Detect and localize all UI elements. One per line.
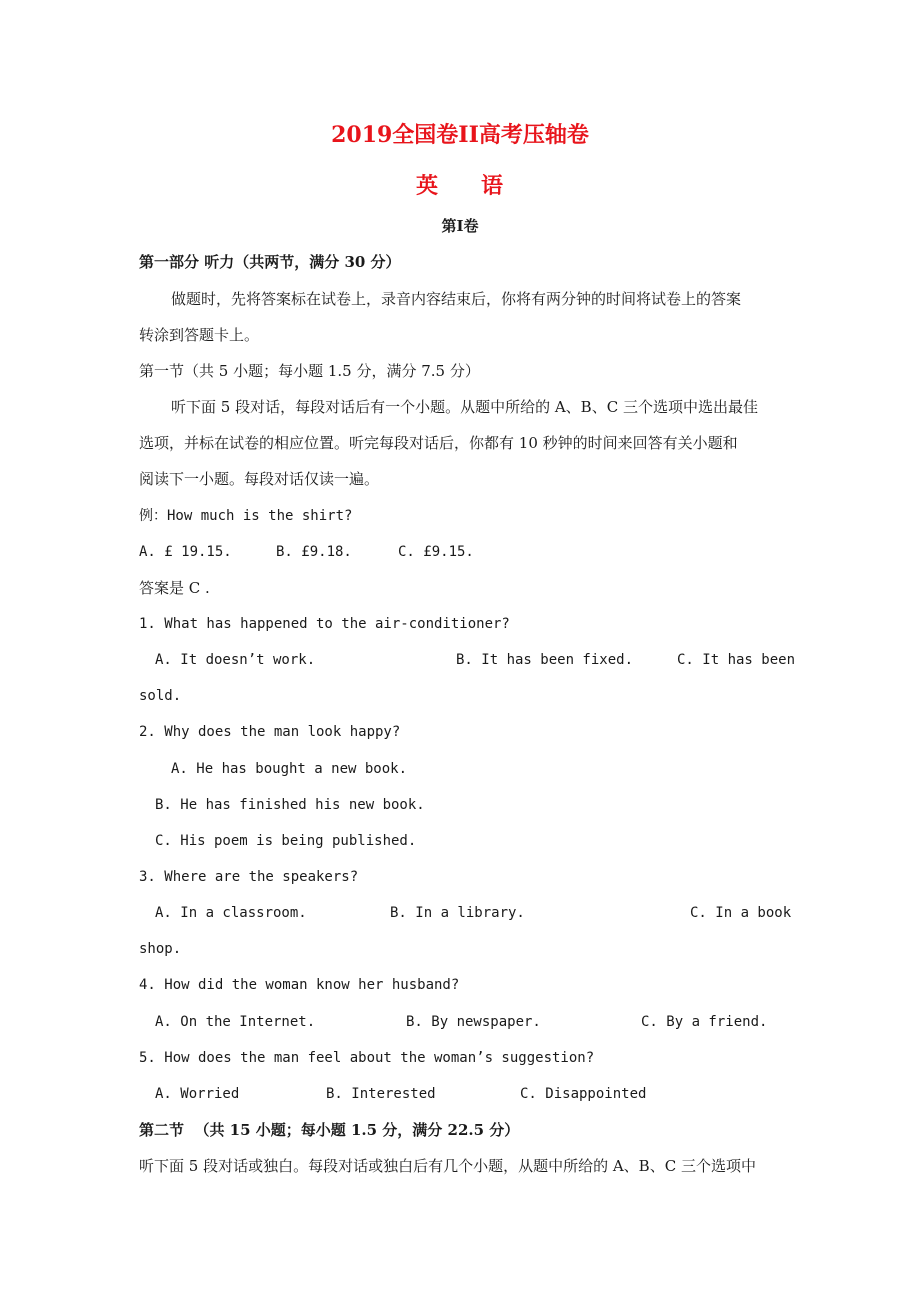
question-3: 3. Where are the speakers? [139, 869, 359, 885]
example-option-b: B. £9.18. [276, 544, 352, 560]
example-question: 例：How much is the shirt? [139, 508, 353, 524]
example-option-c: C. £9.15. [398, 544, 474, 560]
question-5: 5. How does the man feel about the woman’s suggestion? [139, 1050, 595, 1066]
subject-char-1: 英 [416, 173, 439, 199]
question-2: 2. Why does the man look happy? [139, 724, 401, 740]
q2-option-b: B. He has finished his new book. [155, 797, 425, 813]
q1-option-a: A. It doesn’t work. [155, 652, 316, 668]
part1-instruction-line1: 做题时，先将答案标在试卷上，录音内容结束后，你将有两分钟的时间将试卷上的答案 [171, 290, 742, 308]
question-1: 1. What has happened to the air-conditioner? [139, 616, 510, 632]
q3-option-c: C. In a book [690, 905, 792, 921]
subject-char-2: 语 [481, 173, 504, 199]
q1-option-c: C. It has been [677, 652, 796, 668]
example-option-a: A. £ 19.15. [139, 544, 232, 560]
example-answer: 答案是 C . [139, 579, 210, 597]
q3-option-a: A. In a classroom. [155, 905, 307, 921]
q4-option-c: C. By a friend. [641, 1014, 768, 1030]
q3-option-b: B. In a library. [390, 905, 525, 921]
section1-heading: 第一节（共 5 小题；每小题 1.5 分，满分 7.5 分） [139, 362, 480, 380]
q5-option-a: A. Worried [155, 1086, 240, 1102]
section1-instruction-line2: 选项，并标在试卷的相应位置。听完每段对话后，你都有 10 秒钟的时间来回答有关小题和 [139, 434, 738, 452]
part1-instruction-line2: 转涂到答题卡上。 [139, 326, 260, 344]
q1-option-b: B. It has been fixed. [456, 652, 634, 668]
section2-instruction-line1: 听下面 5 段对话或独白。每段对话或独白后有几个小题，从题中所给的 A、B、C 三个选项中 [139, 1157, 756, 1175]
q4-option-a: A. On the Internet. [155, 1014, 316, 1030]
q1-option-c-continued: sold. [139, 688, 182, 704]
section1-instruction-line1: 听下面 5 段对话，每段对话后有一个小题。从题中所给的 A、B、C 三个选项中选出最佳 [171, 398, 758, 416]
q5-option-c: C. Disappointed [520, 1086, 647, 1102]
part1-heading: 第一部分 听力（共两节，满分 30 分） [139, 253, 401, 271]
section2-heading: 第二节 （共 15 小题；每小题 1.5 分，满分 22.5 分） [139, 1121, 520, 1139]
q2-option-c: C. His poem is being published. [155, 833, 417, 849]
section1-instruction-line3: 阅读下一小题。每段对话仅读一遍。 [139, 470, 380, 488]
question-4: 4. How did the woman know her husband? [139, 977, 460, 993]
paper-title: 2019全国卷II高考压轴卷 [331, 122, 589, 148]
q4-option-b: B. By newspaper. [406, 1014, 541, 1030]
q2-option-a: A. He has bought a new book. [171, 761, 408, 777]
volume-label: 第I卷 [441, 217, 479, 235]
q3-option-c-continued: shop. [139, 941, 182, 957]
q5-option-b: B. Interested [326, 1086, 436, 1102]
